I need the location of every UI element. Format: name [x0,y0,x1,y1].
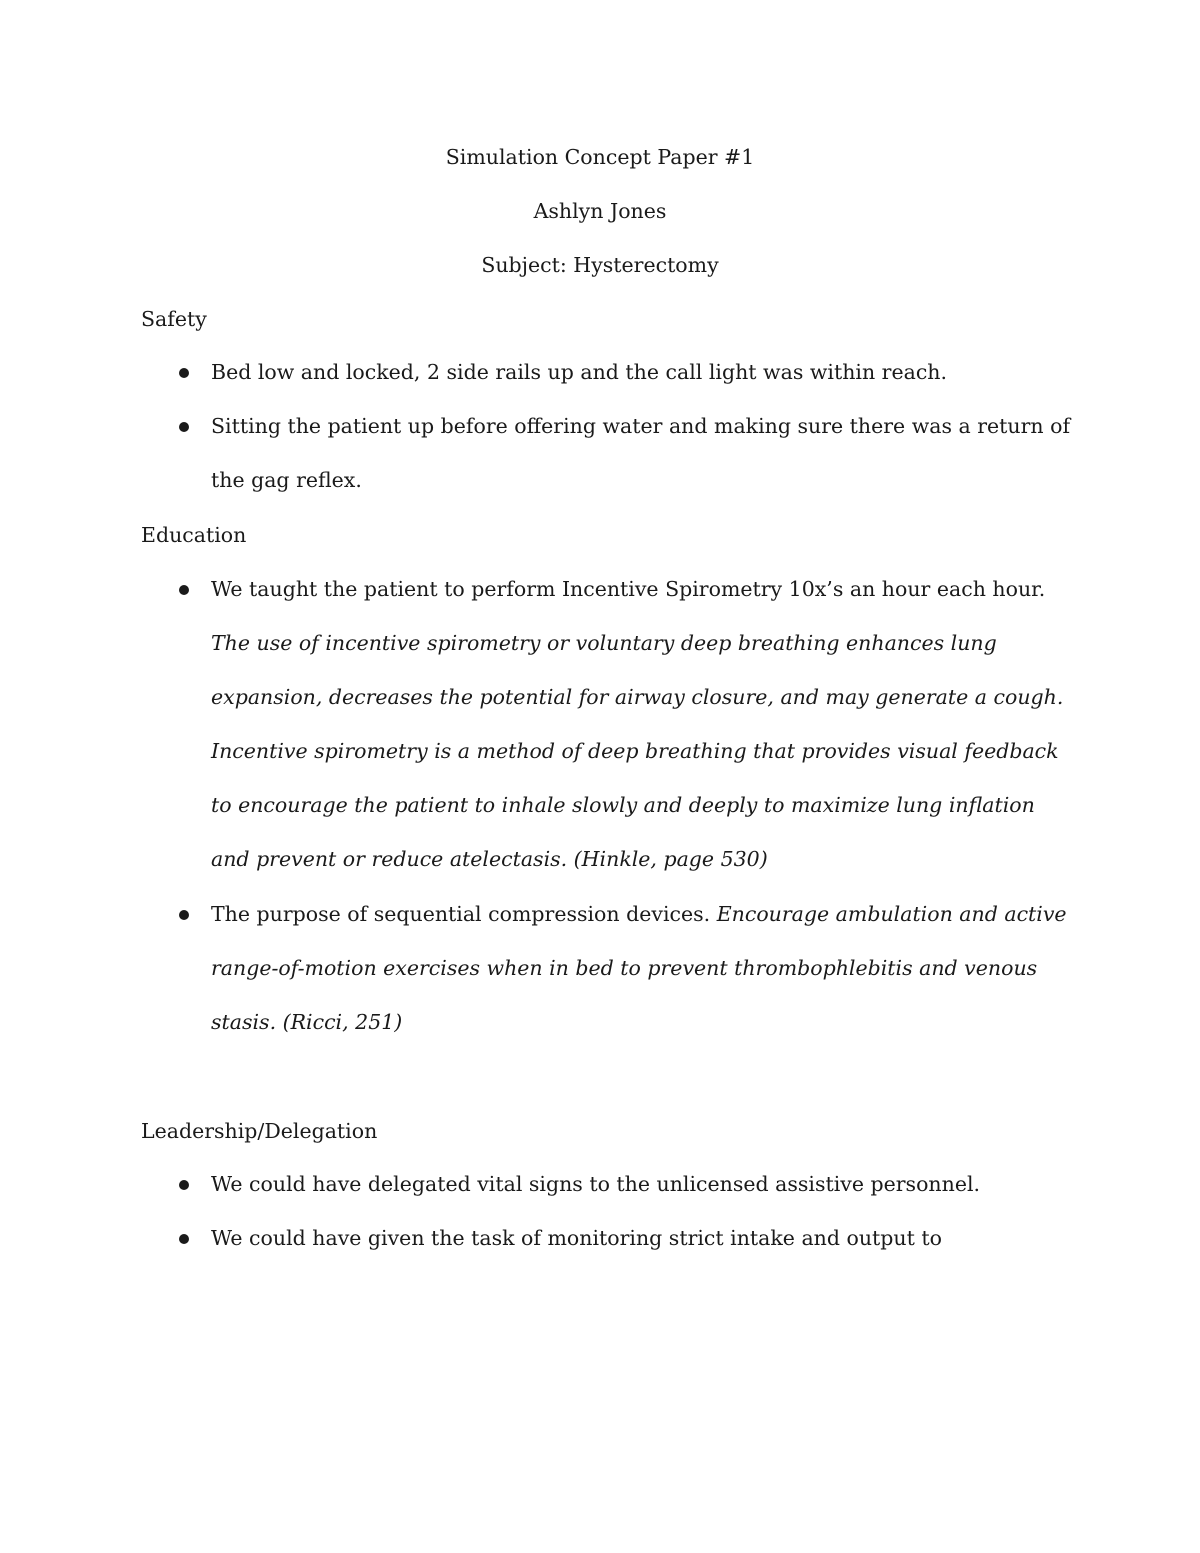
bullet-icon [179,585,189,595]
education-item-1-quote: The use of incentive spirometry or voluntary deep breathing enhances lung expansion, decreases the potential for airway closure, and may generate a cough. Incentive spirometry is a method of deep breathing that provides visual feedback to encourage the patient to inhale slowly and deeply to maximize lung inflation and prevent or reduce atelectasis. (Hinkle, page 530) [211,631,1064,871]
leadership-item-1: We could have delegated vital signs to the unlicensed assistive personnel. [211,1172,981,1196]
leadership-item-2: We could have given the task of monitoring strict intake and output to [211,1226,942,1250]
education-item-2-quote: Encourage ambulation and active range-of-motion exercises when in bed to prevent thrombophlebitis and venous stasis. (Ricci, 251) [211,902,1067,1034]
bullet-icon [179,422,189,432]
section-heading-education: Education [141,523,247,547]
author-name: Ashlyn Jones [533,199,667,223]
bullet-icon [179,1234,189,1244]
safety-item-1: Bed low and locked, 2 side rails up and the call light was within reach. [211,360,948,384]
section-heading-leadership: Leadership/Delegation [141,1119,378,1143]
safety-item-2: Sitting the patient up before offering water and making sure there was a return of the gag reflex. [211,414,1071,492]
education-item-2-text: The purpose of sequential compression devices. [211,902,711,926]
education-item-2 [211,887,1071,1049]
section-heading-safety: Safety [141,307,207,331]
bullet-icon [179,910,189,920]
education-item-1 [211,562,1071,886]
education-item-1-text: We taught the patient to perform Incentive Spirometry 10x’s an hour each hour. [211,577,1046,601]
document-title: Simulation Concept Paper #1 [445,145,755,169]
bullet-icon [179,368,189,378]
bullet-icon [179,1180,189,1190]
subject-line: Subject: Hysterectomy [481,253,719,277]
